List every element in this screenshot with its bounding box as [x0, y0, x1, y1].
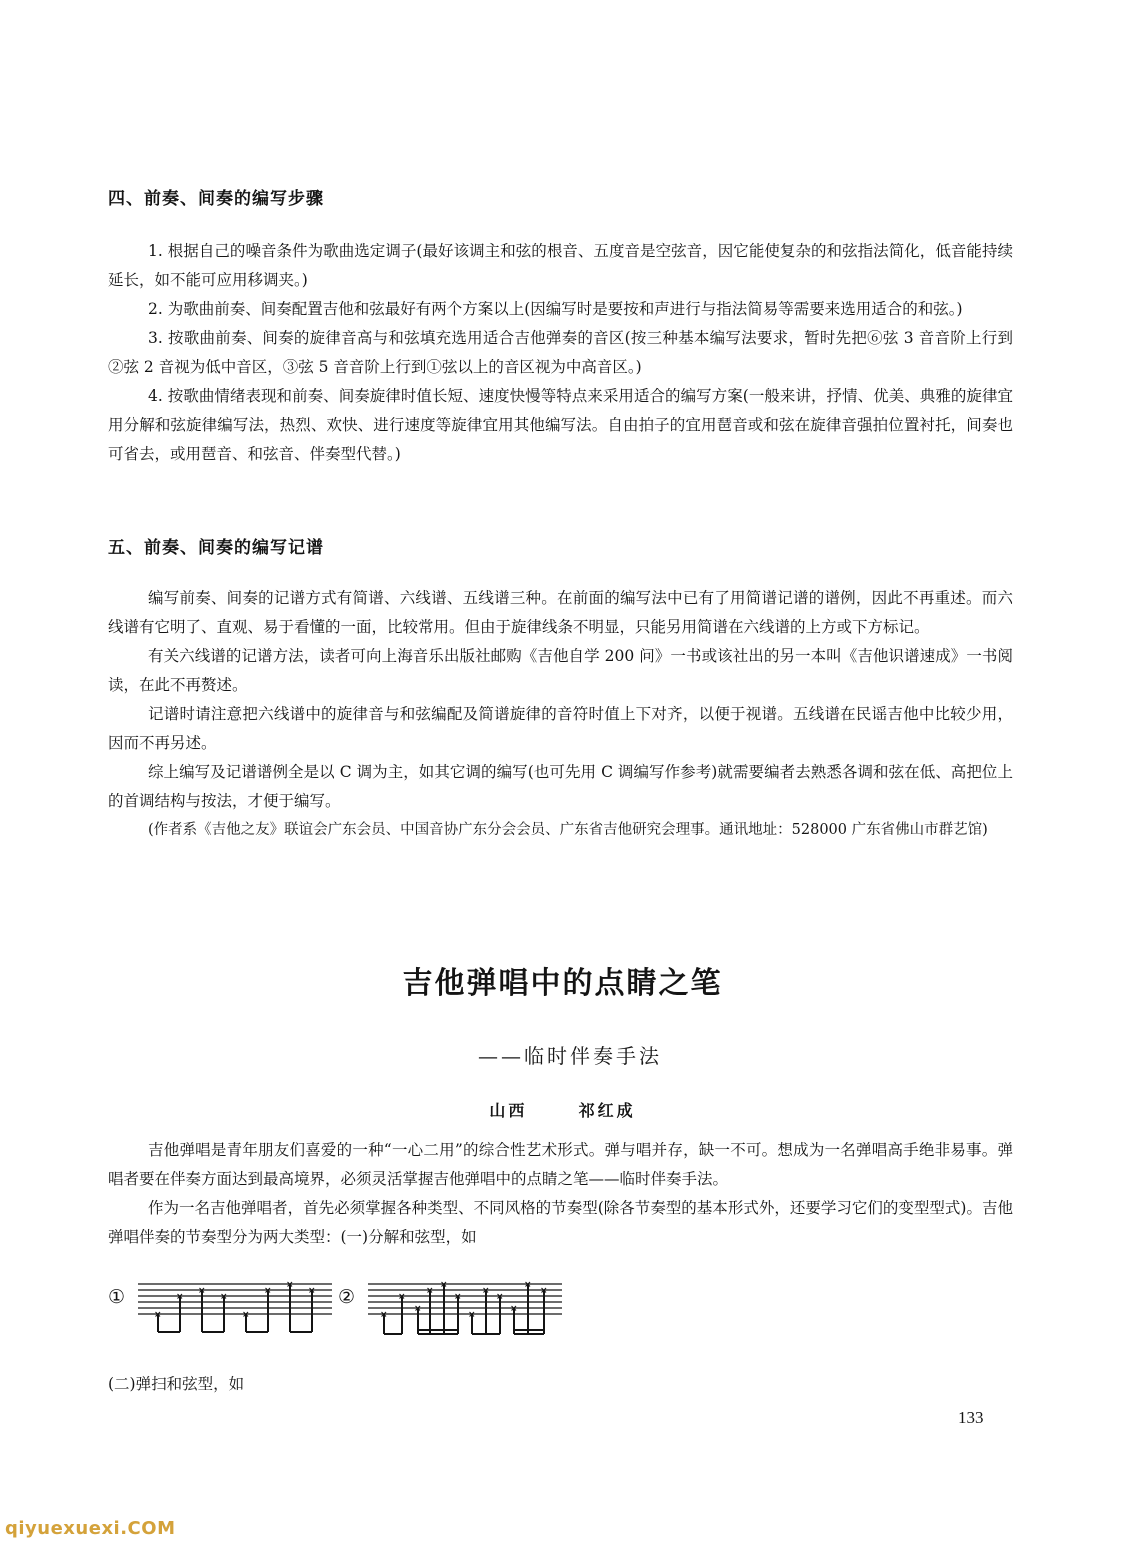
paragraph: 综上编写及记谱谱例全是以 C 调为主，如其它调的编写(也可先用 C 调编写作参考)就需要编者去熟悉各调和弦在低、高把位上的首调结构与按法，才便于编写。	[108, 763, 1013, 810]
svg-text:×: ×	[176, 1292, 184, 1302]
paragraph: 编写前奏、间奏的记谱方式有简谱、六线谱、五线谱三种。在前面的编写法中已有了用简谱记谱的谱例，因此不再重述。而六线谱有它明了、直观、易于看懂的一面，比较常用。但由于旋律线条不明显，只能另用简谱在六线谱的上方或下方标记。	[108, 589, 1013, 636]
tablature-example-1	[136, 1276, 336, 1338]
section-5-body	[108, 584, 1013, 844]
svg-text:×: ×	[154, 1310, 162, 1320]
svg-text:×: ×	[454, 1292, 462, 1302]
svg-text:×: ×	[540, 1286, 548, 1296]
article-body	[108, 1136, 1013, 1252]
paragraph: 吉他弹唱是青年朋友们喜爱的一种“一心二用”的综合性艺术形式。弹与唱并存，缺一不可。想成为一名弹唱高手绝非易事。弹唱者要在伴奏方面达到最高境界，必须灵活掌握吉他弹唱中的点睛之笔——临时伴奏手法。	[108, 1141, 1013, 1188]
svg-text:×: ×	[482, 1286, 490, 1296]
example-1-label: ①	[108, 1286, 126, 1308]
svg-text:×: ×	[242, 1310, 250, 1320]
section-4-heading: 四、前奏、间奏的编写步骤	[108, 189, 324, 209]
section-5-heading: 五、前奏、间奏的编写记谱	[108, 538, 324, 558]
svg-text:×: ×	[308, 1286, 316, 1296]
page-number: 133	[958, 1408, 984, 1427]
svg-text:×: ×	[380, 1310, 388, 1320]
list-item: 3. 按歌曲前奏、间奏的旋律音高与和弦填充选用适合吉他弹奏的音区(按三种基本编写法要求，暂时先把⑥弦 3 音音阶上行到②弦 2 音视为低中音区，③弦 5 音音阶上行到①弦以上的音区视为中高音区。)	[108, 329, 1013, 376]
author-region: 山西	[489, 1101, 528, 1120]
tablature-examples	[108, 1276, 568, 1344]
list-item: 4. 按歌曲情绪表现和前奏、间奏旋律时值长短、速度快慢等特点来采用适合的编写方案(一般来讲，抒情、优美、典雅的旋律宜用分解和弦旋律编写法，热烈、欢快、进行速度等旋律宜用其他编写法。自由拍子的宜用琶音或和弦在旋律音强拍位置衬托，间奏也可省去，或用琶音、和弦音、伴奏型代替。)	[108, 387, 1013, 463]
svg-text:×: ×	[198, 1286, 206, 1296]
tablature-example-2	[366, 1276, 566, 1338]
section-5	[108, 533, 1013, 844]
svg-text:×: ×	[440, 1280, 448, 1290]
svg-text:×: ×	[510, 1304, 518, 1314]
svg-text:×: ×	[220, 1292, 228, 1302]
svg-text:×: ×	[264, 1286, 272, 1296]
svg-text:×: ×	[286, 1280, 294, 1290]
example-2-label: ②	[338, 1286, 356, 1308]
paragraph: 有关六线谱的记谱方法，读者可向上海音乐出版社邮购《吉他自学 200 问》一书或该社出的另一本叫《吉他识谱速成》一书阅读，在此不再赘述。	[108, 647, 1013, 694]
svg-text:×: ×	[468, 1310, 476, 1320]
section-4	[108, 184, 1013, 469]
article-subtitle: ——临时伴奏手法	[478, 1044, 662, 1068]
section-4-list	[108, 237, 1013, 469]
author-note: (作者系《吉他之友》联谊会广东会员、中国音协广东分会会员、广东省吉他研究会理事。通讯地址：528000 广东省佛山市群艺馆)	[148, 822, 988, 838]
author-name: 祁红成	[578, 1101, 636, 1120]
strum-type-caption: (二)弹扫和弦型，如	[108, 1375, 245, 1393]
list-item: 2. 为歌曲前奏、间奏配置吉他和弦最好有两个方案以上(因编写时是要按和声进行与指法简易等需要来选用适合的和弦。)	[148, 300, 963, 318]
svg-text:×: ×	[398, 1292, 406, 1302]
watermark-logo: qiyuexuexi.COM	[5, 1518, 176, 1539]
svg-text:×: ×	[496, 1292, 504, 1302]
svg-text:×: ×	[414, 1304, 422, 1314]
article-author	[0, 1098, 1125, 1121]
paragraph: 作为一名吉他弹唱者，首先必须掌握各种类型、不同风格的节奏型(除各节奏型的基本形式外，还要学习它们的变型型式)。吉他弹唱伴奏的节奏型分为两大类型：(一)分解和弦型，如	[108, 1199, 1013, 1246]
svg-text:×: ×	[426, 1286, 434, 1296]
paragraph: 记谱时请注意把六线谱中的旋律音与和弦编配及简谱旋律的音符时值上下对齐，以便于视谱。五线谱在民谣吉他中比较少用，因而不再另述。	[108, 705, 1013, 752]
svg-text:×: ×	[524, 1280, 532, 1290]
article-title: 吉他弹唱中的点睛之笔	[402, 966, 723, 1001]
list-item: 1. 根据自己的噪音条件为歌曲选定调子(最好该调主和弦的根音、五度音是空弦音，因它能使复杂的和弦指法简化，低音能持续延长，如不能可应用移调夹。)	[108, 242, 1013, 289]
